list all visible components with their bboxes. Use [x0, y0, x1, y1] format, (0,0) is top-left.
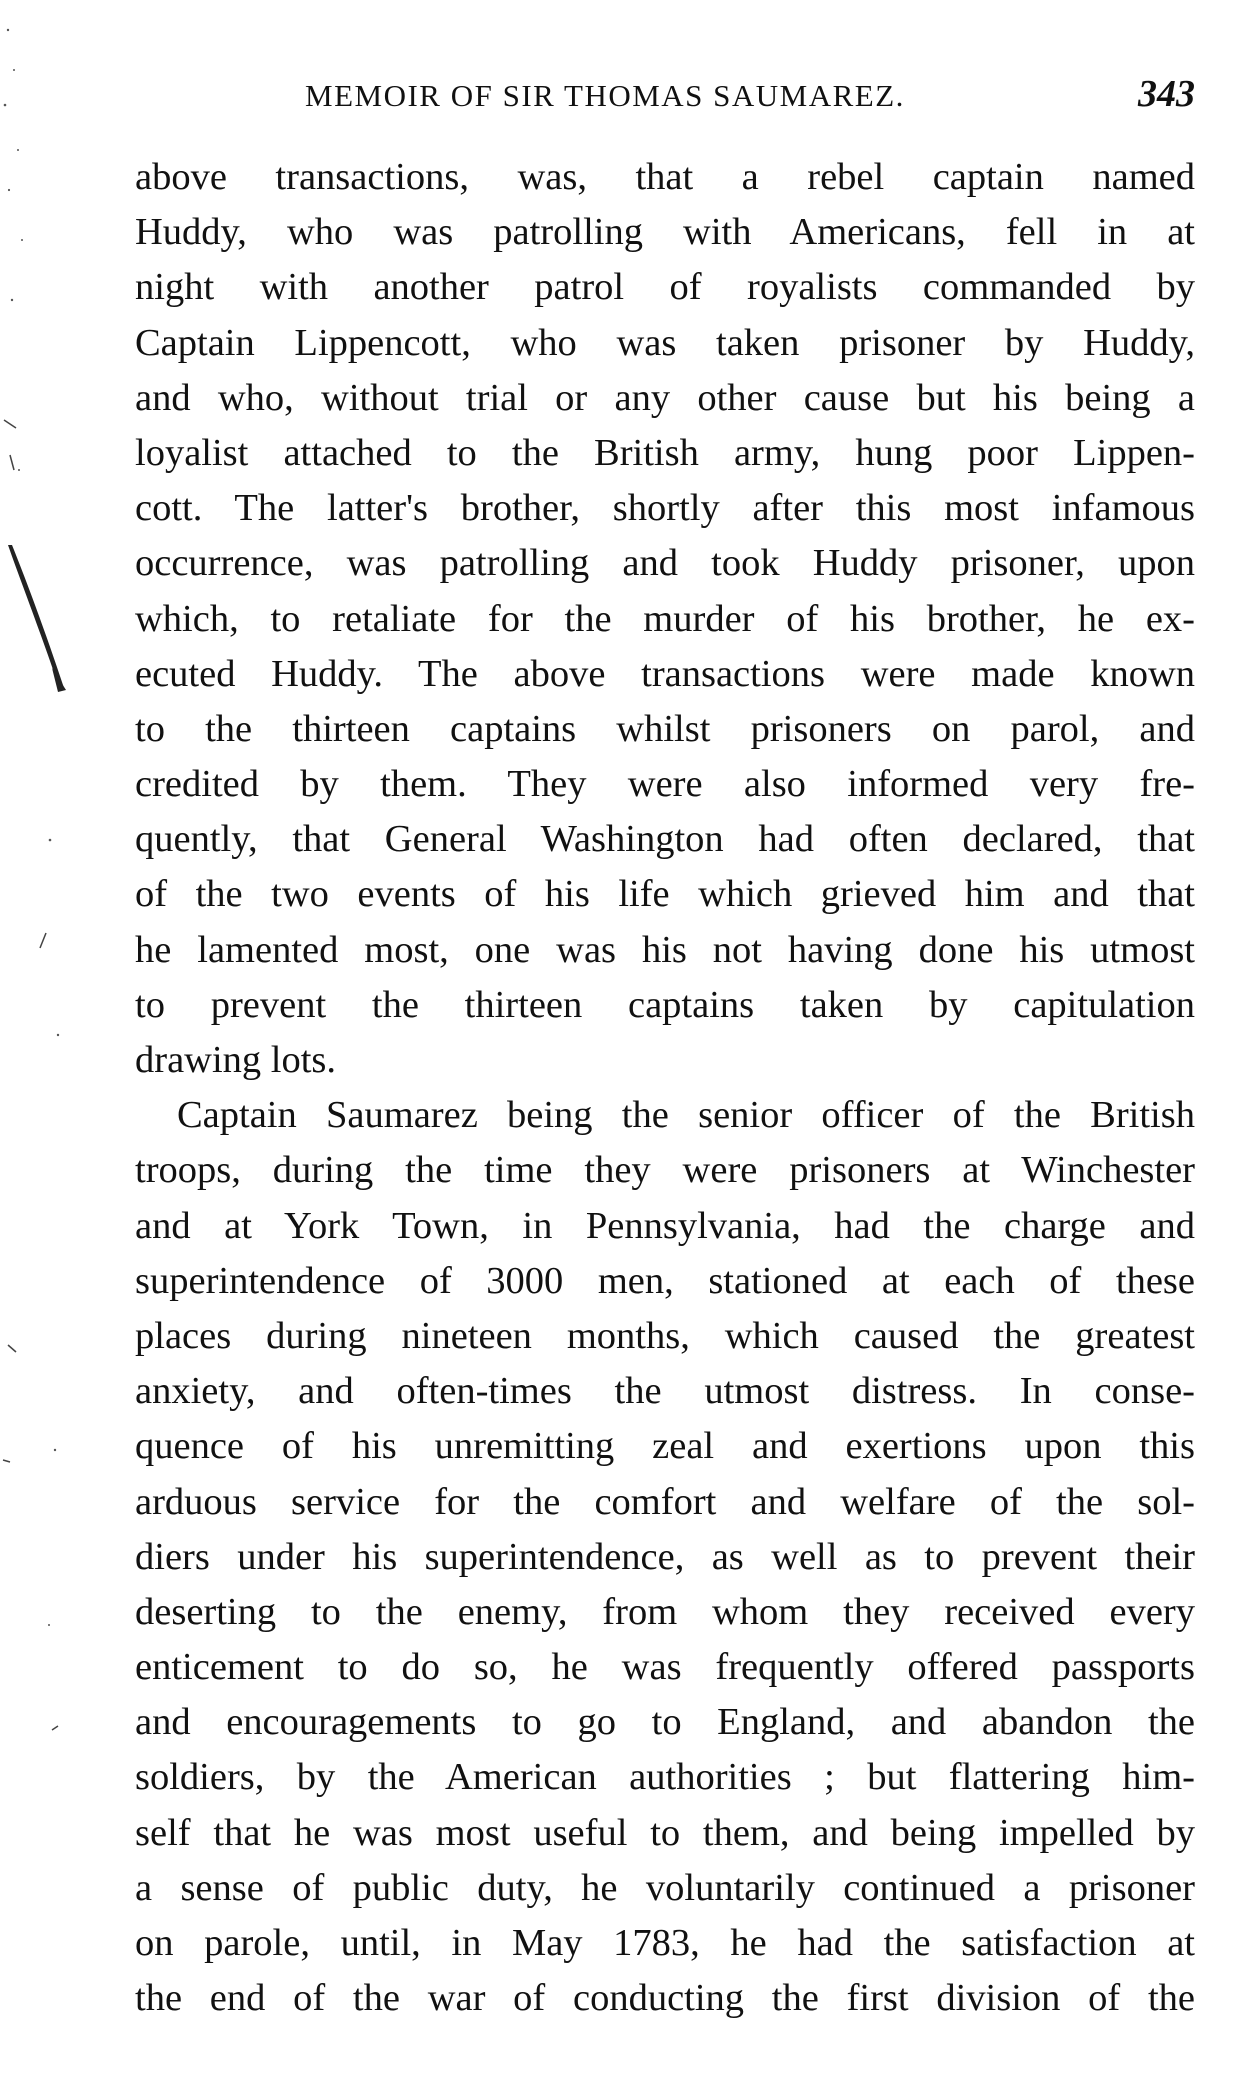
text-line: to the thirteen captains whilst prisoners on parol, and — [135, 707, 1195, 750]
text-line: arduous service for the comfort and welfare of the sol- — [135, 1480, 1195, 1523]
body-text — [135, 150, 1195, 2026]
text-line: of the two events of his life which grieved him and that — [135, 873, 1195, 916]
text-line: diers under his superintendence, as well as to prevent their — [135, 1535, 1195, 1578]
text-line: a sense of public duty, he voluntarily continued a prisoner — [135, 1866, 1195, 1909]
text-line: and who, without trial or any other cause but his being a — [135, 376, 1195, 419]
text-line: he lamented most, one was his not having done his utmost — [135, 928, 1195, 971]
text-line: Captain Saumarez being the senior officer of the British — [177, 1094, 1195, 1137]
text-line: quence of his unremitting zeal and exertions upon this — [135, 1425, 1195, 1468]
text-line: superintendence of 3000 men, stationed at each of these — [135, 1259, 1195, 1302]
page-number: 343 — [1138, 73, 1195, 115]
text-line: Huddy, who was patrolling with Americans, fell in at — [135, 211, 1195, 254]
text-line: quently, that General Washington had often declared, that — [135, 818, 1195, 861]
text-line: places during nineteen months, which caused the greatest — [135, 1314, 1195, 1357]
text-line: self that he was most useful to them, and being impelled by — [135, 1811, 1195, 1854]
paragraph-2 — [135, 1088, 1195, 2026]
text-line: and encouragements to go to England, and abandon the — [135, 1701, 1195, 1744]
text-line: credited by them. They were also informed very fre- — [135, 763, 1195, 806]
text-line: occurrence, was patrolling and took Huddy prisoner, upon — [135, 542, 1195, 585]
text-line: and at York Town, in Pennsylvania, had the charge and — [135, 1204, 1195, 1247]
text-line: loyalist attached to the British army, hung poor Lippen- — [135, 431, 1195, 474]
running-head — [135, 73, 1195, 128]
text-line: soldiers, by the American authorities ; but flattering him- — [135, 1756, 1195, 1799]
paragraph-1 — [135, 150, 1195, 1088]
text-line: troops, during the time they were prisoners at Winchester — [135, 1149, 1195, 1192]
running-title: MEMOIR OF SIR THOMAS SAUMAREZ. — [305, 78, 905, 113]
text-line: to prevent the thirteen captains taken by capitulation — [135, 983, 1195, 1026]
binding-edge-marks — [0, 0, 90, 2083]
text-line: night with another patrol of royalists commanded by — [135, 266, 1195, 309]
text-line: cott. The latter's brother, shortly after this most infamous — [135, 487, 1195, 530]
text-line: Captain Lippencott, who was taken prisoner by Huddy, — [135, 321, 1195, 364]
text-line: ecuted Huddy. The above transactions were made known — [135, 652, 1195, 695]
text-line: anxiety, and often-times the utmost distress. In conse- — [135, 1370, 1195, 1413]
text-line: enticement to do so, he was frequently offered passports — [135, 1646, 1195, 1689]
text-line: deserting to the enemy, from whom they received every — [135, 1590, 1195, 1633]
text-line: the end of the war of conducting the first division of the — [135, 1977, 1195, 2020]
text-line: which, to retaliate for the murder of his brother, he ex- — [135, 597, 1195, 640]
text-line: above transactions, was, that a rebel captain named — [135, 156, 1195, 198]
text-line: on parole, until, in May 1783, he had the satisfaction at — [135, 1922, 1195, 1964]
text-line: drawing lots. — [135, 1039, 337, 1081]
